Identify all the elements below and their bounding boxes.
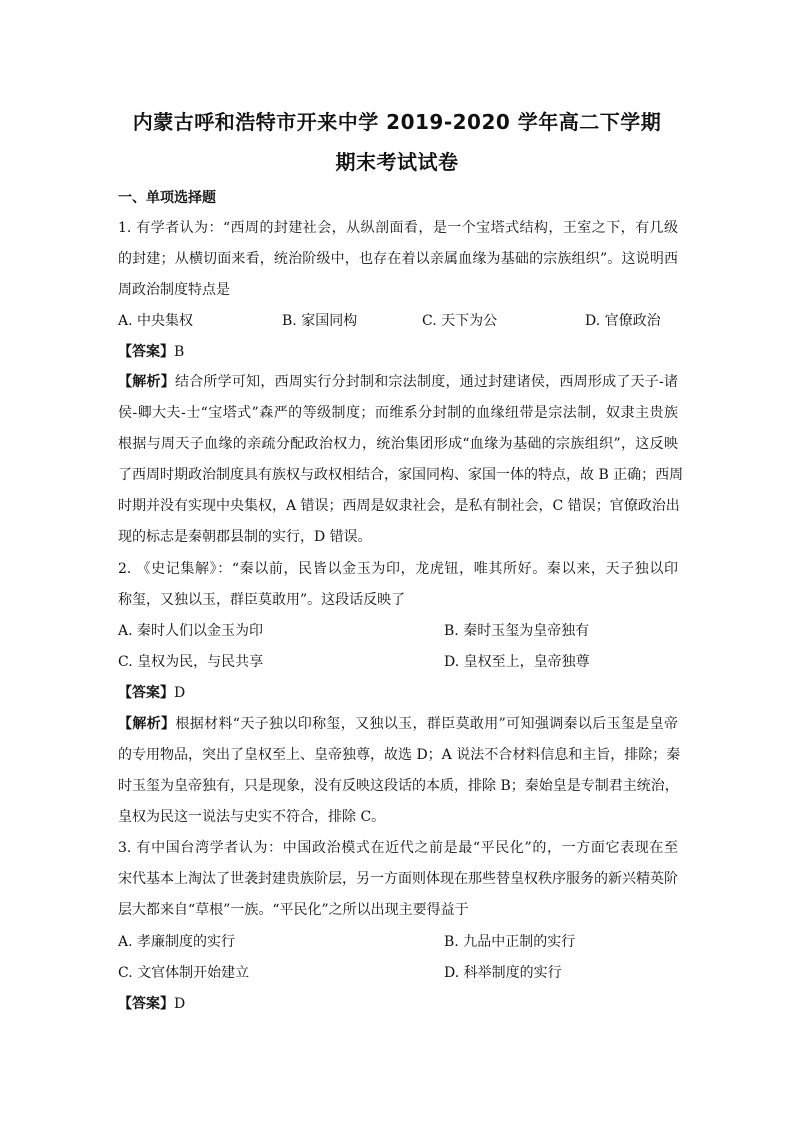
q3-stem-line-3: 层大都来自“草根”一族。“平民化”之所以出现主要得益于 — [118, 902, 469, 918]
q2-analysis-line-3: 时玉玺为皇帝独有，只是现象，没有反映这段话的本质，排除 B；秦始皇是专制君主统治， — [118, 778, 679, 794]
q1-option-c: C. 天下为公 — [422, 313, 498, 329]
section-heading: 一、单项选择题 — [118, 190, 216, 206]
q1-analysis-text-1: 结合所学可知，西周实行分封制和宗法制度，通过封建诸侯，西周形成了天子-诸 — [174, 374, 678, 390]
q1-stem-line-1: 1. 有学者认为：“西周的封建社会，从纵剖面看，是一个宝塔式结构，王室之下，有几级 — [118, 220, 678, 236]
q1-analysis-line-6: 现的标志是秦朝郡县制的实行，D 错误。 — [118, 529, 372, 545]
q2-option-c: C. 皇权为民，与民共享 — [118, 654, 264, 670]
q2-analysis-line-1 — [118, 714, 678, 734]
q2-answer — [118, 683, 678, 703]
document-title-line-1: 内蒙古呼和浩特市开来中学 2019-2020 学年高二下学期 — [132, 110, 662, 134]
q3-option-c: C. 文官体制开始建立 — [118, 965, 250, 981]
q3-stem-line-1: 3. 有中国台湾学者认为：中国政治模式在近代之前是最“平民化”的，一方面它表现在至 — [118, 840, 678, 856]
q2-analysis-line-4: 皇权为民这一说法与史实不符合，排除 C。 — [118, 809, 386, 825]
q2-stem-line-1: 2. 《史记集解》：“秦以前，民皆以金玉为印，龙虎钮，唯其所好。秦以来，天子独以印 — [118, 561, 678, 577]
q1-analysis-line-1 — [118, 372, 678, 392]
q3-option-a: A. 孝廉制度的实行 — [118, 934, 236, 950]
q2-answer-value: D — [174, 685, 186, 701]
q3-answer — [118, 994, 678, 1014]
q1-answer-tag: 【答案】 — [118, 344, 174, 360]
q2-option-a: A. 秦时人们以金玉为印 — [118, 623, 264, 639]
q3-stem-line-2: 宋代基本上淘汰了世袭封建贵族阶层，另一方面则体现在那些替皇权秩序服务的新兴精英阶 — [118, 871, 678, 887]
q3-answer-value: D — [174, 996, 186, 1012]
q1-stem-line-3: 周政治制度特点是 — [118, 282, 230, 298]
q2-answer-tag: 【答案】 — [118, 685, 174, 701]
q1-option-a: A. 中央集权 — [118, 313, 194, 329]
q1-stem-line-2: 的封建；从横切面来看，统治阶级中，也存在着以亲属血缘为基础的宗族组织”。这说明西 — [118, 251, 678, 267]
q1-analysis-line-3: 根据与周天子血缘的亲疏分配政治权力，统治集团形成“血缘为基础的宗族组织”，这反映 — [118, 436, 678, 452]
q1-answer — [118, 342, 678, 362]
q1-answer-value: B — [174, 344, 185, 360]
q2-option-d: D. 皇权至上，皇帝独尊 — [444, 654, 590, 670]
q2-analysis-tag: 【解析】 — [118, 716, 176, 732]
q2-stem-line-2: 称玺，又独以玉，群臣莫敢用”。这段话反映了 — [118, 592, 406, 608]
q2-analysis-text-1: 根据材料“天子独以印称玺，又独以玉，群臣莫敢用”可知强调秦以后玉玺是皇帝 — [175, 716, 679, 732]
q1-option-b: B. 家国同构 — [282, 313, 358, 329]
document-title-line-2: 期末考试试卷 — [335, 150, 459, 174]
q3-option-d: D. 科举制度的实行 — [444, 965, 562, 981]
q2-option-b: B. 秦时玉玺为皇帝独有 — [444, 623, 590, 639]
q1-analysis-tag: 【解析】 — [118, 374, 175, 390]
q3-option-b: B. 九品中正制的实行 — [444, 934, 576, 950]
q3-answer-tag: 【答案】 — [118, 996, 174, 1012]
q1-analysis-line-2: 侯-卿大夫-士“宝塔式”森严的等级制度；而维系分封制的血缘纽带是宗法制，奴隶主贵族 — [118, 405, 678, 421]
q1-analysis-line-5: 时期并没有实现中央集权，A 错误；西周是奴隶社会，是私有制社会，C 错误；官僚政治出 — [118, 498, 680, 514]
q1-analysis-line-4: 了西周时期政治制度具有族权与政权相结合，家国同构、家国一体的特点，故 B 正确；西周 — [118, 467, 684, 483]
q2-analysis-line-2: 的专用物品，突出了皇权至上、皇帝独尊，故选 D；A 说法不合材料信息和主旨，排除；秦 — [118, 747, 681, 763]
q1-option-d: D. 官僚政治 — [585, 313, 661, 329]
